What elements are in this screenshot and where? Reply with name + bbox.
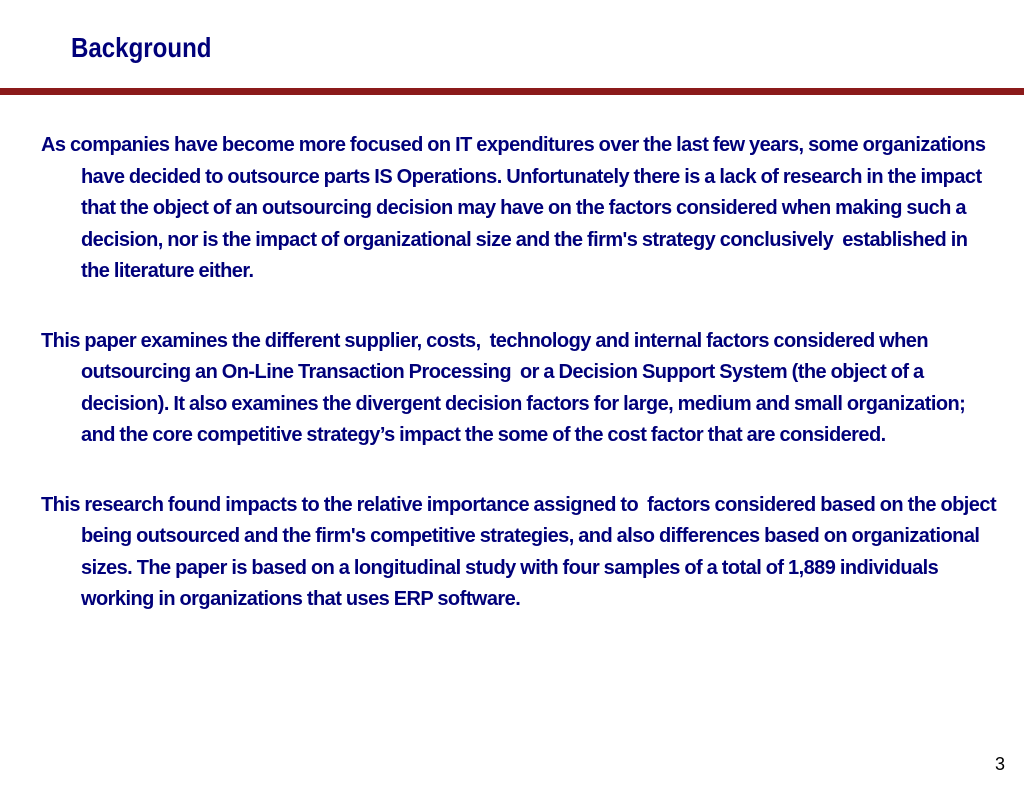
slide-title: Background xyxy=(71,32,212,63)
paragraph-findings: This research found impacts to the relative importance assigned to factors considered based on the object being outsourced and the firm's competitive strategies, and also differences based on organizational sizes. The paper is based on a longitudinal study with four samples of a total of 1,889 individuals working in organizations that uses ERP software. xyxy=(41,493,1001,610)
paragraph-intro: As companies have become more focused on IT expenditures over the last few years, some organizations have decided to outsource parts IS Operations. Unfortunately there is a lack of research in the impact that the object of an outsourcing decision may have on the factors considered when making such a decision, nor is the impact of organizational size and the firm's strategy conclusively established in the literature either. xyxy=(41,134,990,282)
title-divider xyxy=(0,88,1024,95)
page-number: 3 xyxy=(994,754,1005,774)
slide-body xyxy=(41,130,999,654)
paragraph-scope: This paper examines the different supplier, costs, technology and internal factors considered when outsourcing an On-Line Transaction Processing or a Decision Support System (the object of a decision). It also examines the divergent decision factors for large, medium and small organization; and the core competitive strategy’s impact the some of the cost factor that are considered. xyxy=(41,329,970,446)
